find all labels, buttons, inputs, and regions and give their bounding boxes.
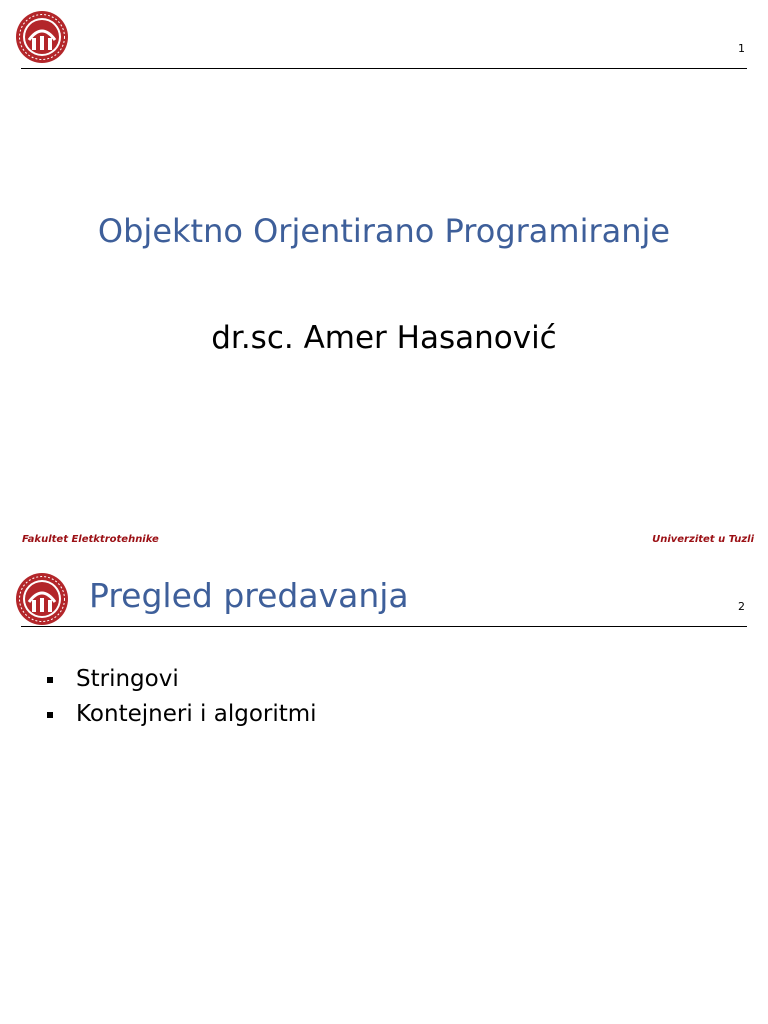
header-divider bbox=[21, 626, 747, 627]
university-seal-icon bbox=[15, 572, 69, 626]
list-item bbox=[44, 662, 317, 697]
slide-title: Pregled predavanja bbox=[89, 576, 409, 615]
square-bullet-icon bbox=[47, 712, 53, 718]
square-bullet-icon bbox=[47, 677, 53, 683]
header-divider bbox=[21, 68, 747, 69]
footer-faculty: Fakultet Eletktrotehnike bbox=[22, 534, 159, 545]
bullet-text: Stringovi bbox=[76, 666, 179, 692]
bullet-text: Kontejneri i algoritmi bbox=[76, 701, 317, 727]
slide-2 bbox=[0, 558, 768, 1024]
list-item bbox=[44, 697, 317, 732]
page-number: 2 bbox=[738, 600, 745, 613]
university-seal-icon bbox=[15, 10, 69, 64]
footer-university: Univerzitet u Tuzli bbox=[652, 534, 754, 545]
page-number: 1 bbox=[738, 42, 745, 55]
bullet-list bbox=[44, 662, 317, 732]
author-name: dr.sc. Amer Hasanović bbox=[211, 320, 557, 356]
presentation-title: Objektno Orjentirano Programiranje bbox=[97, 212, 671, 250]
